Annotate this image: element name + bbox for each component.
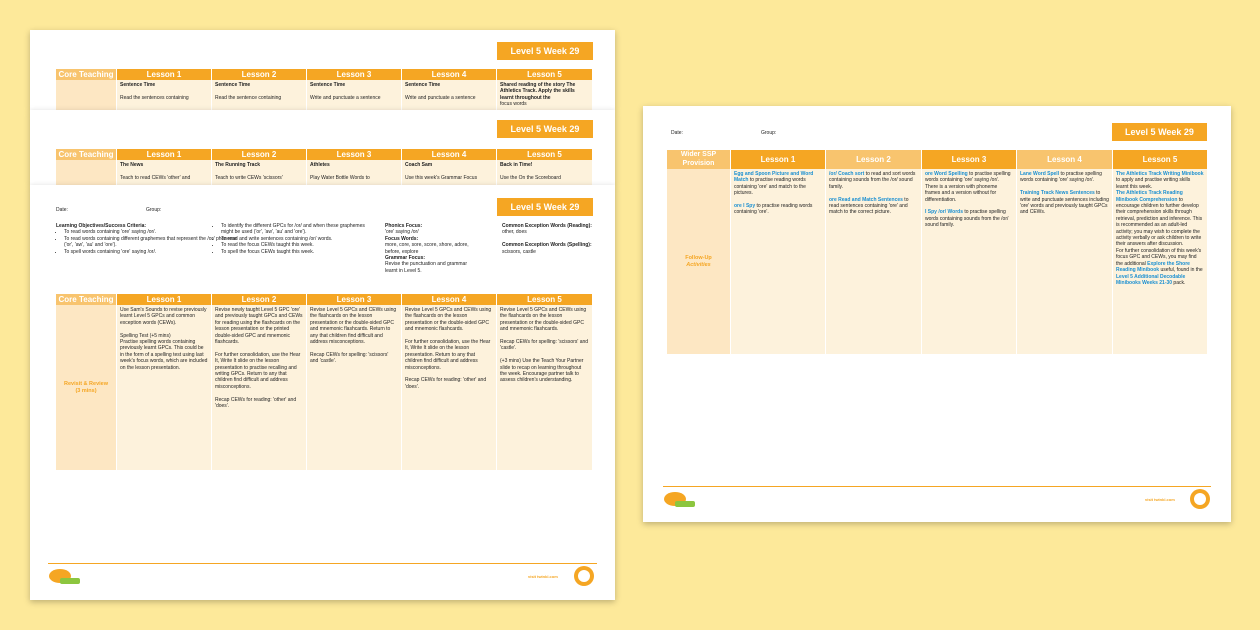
- cew-block: [502, 223, 592, 255]
- sheet-front: [30, 185, 615, 600]
- table-cell: [307, 160, 402, 185]
- table-cell: [1113, 169, 1208, 354]
- focus-block: [385, 223, 477, 274]
- follow-up-row: [667, 169, 1208, 354]
- table-cell: Revise Level 5 GPCs and CEWs using the flashcards on the lesson presentation or the double-sided GPC and mnemonic flashcards. For further consolidation, use the Hear It, Write It slide on the lesson presentation. Return to any that children find difficult and address misconceptions. Recap CEWs for reading: 'other' and 'does'.: [402, 305, 497, 470]
- resource-link[interactable]: ore I Spy: [734, 203, 756, 210]
- row-label-cell: [56, 160, 117, 185]
- table-cell: Revise Level 5 GPCs and CEWs using the flashcards on the lesson presentation or the double-sided GPC and mnemonic flashcards. Return to any that children find difficult and address misconceptions. Recap CEWs for spelling: 'scissors' and 'castle'.: [307, 305, 402, 470]
- lesson-5-header: Lesson 5: [497, 149, 593, 160]
- objective-item: • To spell the focus CEWs taught this week.: [221, 249, 373, 255]
- table-cell: [826, 169, 922, 354]
- sheet-right: [643, 106, 1231, 522]
- lesson-3-header: Lesson 3: [922, 150, 1017, 169]
- cell-text: to encourage children to further develop their comprehension skills through retrieval, prediction and inference. This is recommended as an adult-led activity; you may wish to complete the activity verbally or ask children to write their answers after discussion.: [1116, 196, 1203, 248]
- cell-text: Read the sentence containing: [215, 94, 282, 101]
- cell-text: Teach to write CEWs 'scissors': [215, 174, 283, 181]
- cell-text: Write and punctuate a sentence: [310, 94, 381, 101]
- lesson-5-header: Lesson 5: [497, 69, 593, 80]
- table-cell: Use Sam's Sounds to revise previously learnt Level 5 GPCs and common exception words (CEWs). Spelling Test (+5 mins) Practise spelling words containing previously learnt GPCs. This could be in the form of a spelling test using last week's focus words, which are included on the lesson presentation.: [117, 305, 212, 470]
- lesson-4-header: Lesson 4: [1017, 150, 1113, 169]
- cell-text: Use this week's Grammar Focus: [405, 174, 478, 181]
- objective-item: • To identify the different GPCs for /or/ and when these graphemes might be used ('or', 'aw', 'au' and 'ore').: [221, 223, 373, 236]
- cell-text: to read sentences containing 'ore' and match to the correct picture.: [829, 196, 909, 216]
- row-label-cell: [667, 169, 731, 354]
- lesson-3-header: Lesson 3: [307, 69, 402, 80]
- date-label: Date:: [671, 130, 683, 136]
- revisit-review-row: [56, 305, 593, 470]
- focus-words: more, core, sore, score, shore, adore, before, explore: [385, 242, 469, 255]
- table-cell: Revise Level 5 GPCs and CEWs using the flashcards on the lesson presentation or the double-sided GPC and mnemonic flashcards. Recap CEWs for spelling: 'scissors' and 'castle'. (+3 mins) Use the Teach Your Partner slide to recap on learning throughout the week. Encourage partner talk to assess children's understanding.: [497, 305, 593, 470]
- table-cell: [212, 160, 307, 185]
- table-cell: [402, 160, 497, 185]
- cell-text: Write and punctuate a sentence: [405, 94, 476, 101]
- resource-link[interactable]: ore Word Spelling: [925, 171, 968, 177]
- table-cell: [402, 80, 497, 110]
- cell-title: Sentence Time: [120, 82, 156, 88]
- cew-spelling: scissors, castle: [502, 248, 536, 255]
- cell-text: to practise spelling words containing 'ore' saying /or/. There is a version with phoneme frames and a version without for differentiation.: [925, 171, 1011, 203]
- cew-spelling-title: Common Exception Words (Spelling):: [502, 242, 592, 249]
- resource-link[interactable]: /or/ Coach sort: [829, 171, 865, 177]
- resource-link[interactable]: The Athletics Track Reading Minibook Comprehension: [1116, 190, 1183, 203]
- group-label: Group:: [146, 207, 162, 213]
- lesson-3-header: Lesson 3: [307, 294, 402, 305]
- group-label: Group:: [761, 130, 777, 136]
- cell-title: Back in Time!: [500, 162, 533, 168]
- lesson-header-row: [56, 149, 593, 160]
- footer-url: visit twinkl.com: [528, 574, 558, 579]
- table-cell: [922, 169, 1017, 354]
- cell-title: Coach Sam: [405, 162, 433, 168]
- wider-provision-label: Wider SSP Provision: [667, 150, 731, 169]
- resource-link[interactable]: The Athletics Track Writing Minibook: [1116, 171, 1204, 177]
- cell-text: useful, found in the: [1159, 267, 1203, 274]
- cell-title: Sentence Time: [310, 82, 346, 88]
- level-week-badge: Level 5 Week 29: [497, 42, 593, 60]
- cell-title: The News: [120, 162, 144, 168]
- cell-title: Sentence Time: [215, 82, 251, 88]
- follow-up-label: Follow-Up: [685, 255, 712, 262]
- table-cell: [212, 80, 307, 110]
- revisit-review-time: (3 mins): [75, 387, 97, 394]
- resource-link[interactable]: I Spy /or/ Words: [925, 209, 963, 216]
- footer-divider: [663, 486, 1211, 487]
- table-cell: [307, 80, 402, 110]
- grammar-focus-title: Grammar Focus:: [385, 255, 426, 262]
- footer-divider: [48, 563, 597, 564]
- phonics-focus: 'ore' saying /or/: [385, 229, 419, 236]
- sheet-b-row: [56, 160, 593, 185]
- revisit-review-label: Revisit & Review: [63, 381, 109, 388]
- grammar-focus: Revise the punctuation and grammar learnt in Level 5.: [385, 261, 467, 274]
- lesson-1-header: Lesson 1: [117, 69, 212, 80]
- lesson-2-header: Lesson 2: [826, 150, 922, 169]
- sheet-back-a: [30, 30, 615, 110]
- cell-text: to practise spelling words containing 'ore' saying /or/.: [1020, 171, 1102, 184]
- lesson-header-row: [667, 150, 1208, 169]
- objectives-right: [213, 223, 373, 255]
- table-cell: [1017, 169, 1113, 354]
- cew-reading: other, does: [502, 229, 527, 236]
- cew-reading-title: Common Exception Words (Reading):: [502, 223, 592, 229]
- level-week-badge: Level 5 Week 29: [1112, 123, 1207, 141]
- resource-link[interactable]: Level 5 Additional Decodable Minibooks Weeks 21-30: [1116, 273, 1186, 286]
- objective-item: • To read the focus CEWs taught this week.: [221, 242, 373, 248]
- resource-link[interactable]: ore Read and Match Sentences: [829, 196, 903, 203]
- phonics-focus-title: Phonics Focus:: [385, 223, 423, 229]
- table-cell: [731, 169, 826, 354]
- cell-text: pack.: [1172, 279, 1186, 286]
- cell-text: to practise reading words containing 'ore'.: [734, 203, 813, 216]
- lesson-2-header: Lesson 2: [212, 294, 307, 305]
- lesson-2-header: Lesson 2: [212, 69, 307, 80]
- core-teaching-label: Core Teaching: [56, 294, 117, 305]
- resource-link[interactable]: Training Track News Sentences: [1020, 190, 1095, 197]
- twinkl-phonics-logo: [48, 567, 82, 587]
- cell-text: to practise spelling words containing sounds from the /or/ sound family.: [925, 209, 1009, 229]
- footer-url: visit twinkl.com: [1145, 497, 1175, 502]
- cell-text: focus words: [500, 101, 527, 108]
- cell-text: to read and sort words containing sounds from the /or/ sound family.: [829, 171, 916, 190]
- cell-text: Teach to read CEWs 'other' and: [120, 174, 191, 181]
- cell-title: Athletes: [310, 162, 330, 168]
- lesson-4-header: Lesson 4: [402, 149, 497, 160]
- lesson-2-header: Lesson 2: [212, 149, 307, 160]
- sheet-back-b: [30, 110, 615, 185]
- table-cell: [497, 80, 593, 110]
- lesson-5-header: Lesson 5: [1113, 150, 1208, 169]
- objective-item: • To spell words containing 'ore' saying /or/.: [64, 249, 241, 255]
- row-label-cell: [56, 305, 117, 470]
- resource-link[interactable]: Lane Word Spell: [1020, 171, 1060, 177]
- cell-title: Sentence Time: [405, 82, 441, 88]
- lesson-1-header: Lesson 1: [117, 294, 212, 305]
- sheet-a-row: [56, 80, 593, 110]
- cell-title: Shared reading of the story The Athletics Track. Apply the skills learnt throughout the: [500, 82, 576, 101]
- lesson-5-header: Lesson 5: [497, 294, 593, 305]
- lesson-4-header: Lesson 4: [402, 69, 497, 80]
- level-week-badge: Level 5 Week 29: [497, 120, 593, 138]
- cell-text: to apply and practise writing skills learnt this week.: [1116, 177, 1191, 190]
- cell-text: Use the On the Scoreboard: [500, 174, 561, 181]
- lesson-1-header: Lesson 1: [731, 150, 826, 169]
- objectives-title: Learning Objectives/Success Criteria:: [56, 223, 147, 229]
- cell-text: to write and punctuate sentences including 'ore' words and previously taught GPCs and CEWs.: [1020, 190, 1109, 216]
- quality-badge-icon: [573, 565, 595, 585]
- objective-item: • To read words containing different graphemes that represent the /or/ phoneme ('or', 'aw', 'au' and 'ore').: [64, 236, 241, 249]
- lesson-header-row: [56, 69, 593, 80]
- resource-link[interactable]: Explore the Shore Reading Minibook: [1116, 260, 1190, 274]
- table-cell: [497, 160, 593, 185]
- lesson-header-row: [56, 294, 593, 305]
- table-cell: [117, 160, 212, 185]
- quality-badge-icon: [1189, 488, 1211, 508]
- cell-text: For further consolidation of this week's focus GPC and CEWs, you may find the additional: [1116, 247, 1202, 267]
- date-label: Date:: [56, 207, 68, 213]
- twinkl-phonics-logo: [663, 490, 697, 510]
- lesson-1-header: Lesson 1: [117, 149, 212, 160]
- table-cell: [117, 80, 212, 110]
- core-teaching-label: Core Teaching: [56, 149, 117, 160]
- objective-item: • To read words containing 'ore' saying /or/.: [64, 229, 241, 235]
- table-cell: Revise newly taught Level 5 GPC 'ore' and previously taught GPCs and CEWs for reading using the flashcards on the lesson presentation or the printed double-sided GPC and mnemonic flashcards. For further consolidation, use the Hear It, Write It slide on the lesson presentation to practise recalling and writing GPCs. Return to any that children find difficult and address misconceptions. Recap CEWs for reading: 'other' and 'does'.: [212, 305, 307, 470]
- level-week-badge: Level 5 Week 29: [497, 198, 593, 216]
- resource-link[interactable]: Egg and Spoon Picture and Word Match: [734, 171, 814, 184]
- cell-text: Play Water Bottle Words to: [310, 174, 370, 181]
- focus-words-title: Focus Words:: [385, 235, 419, 242]
- core-teaching-label: Core Teaching: [56, 69, 117, 80]
- cell-title: The Running Track: [215, 162, 261, 168]
- row-label-cell: [56, 80, 117, 110]
- activities-label: Activities: [686, 261, 711, 268]
- cell-text: to practise reading words containing 'ore' and match to the pictures.: [734, 177, 806, 197]
- lesson-4-header: Lesson 4: [402, 294, 497, 305]
- lesson-3-header: Lesson 3: [307, 149, 402, 160]
- cell-text: Read the sentences containing: [120, 94, 189, 101]
- objective-item: • To read and write sentences containing /or/ words.: [221, 236, 373, 242]
